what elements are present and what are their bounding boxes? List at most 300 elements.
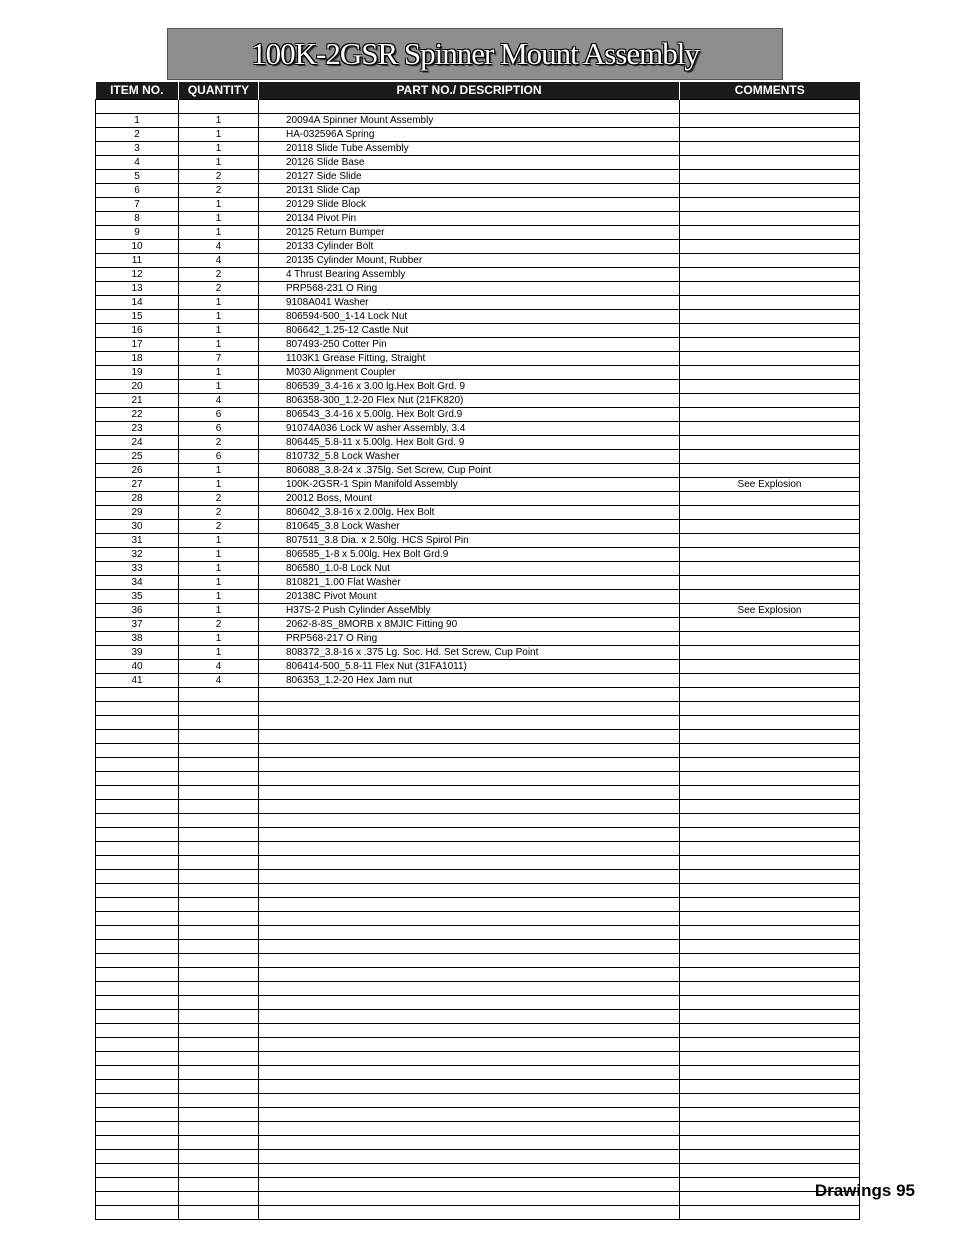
quantity-cell: 1 [179,464,259,478]
description-cell: 806543_3.4-16 x 5.00lg. Hex Bolt Grd.9 [259,408,680,422]
quantity-cell: 1 [179,604,259,618]
quantity-cell: 1 [179,114,259,128]
item-no-cell: 34 [96,576,179,590]
item-no-cell: 30 [96,520,179,534]
comments-cell: See Explosion [680,604,860,618]
comments-cell [680,996,860,1010]
item-no-cell [96,716,179,730]
comments-cell [680,1094,860,1108]
comments-cell [680,534,860,548]
comments-cell [680,282,860,296]
item-no-cell: 28 [96,492,179,506]
item-no-cell [96,1206,179,1220]
item-no-cell: 38 [96,632,179,646]
description-cell: 1103K1 Grease Fitting, Straight [259,352,680,366]
quantity-cell: 4 [179,674,259,688]
comments-cell [680,1080,860,1094]
description-cell: 20129 Slide Block [259,198,680,212]
description-cell: 806585_1-8 x 5.00lg. Hex Bolt Grd.9 [259,548,680,562]
item-no-cell: 21 [96,394,179,408]
quantity-cell: 2 [179,436,259,450]
quantity-cell [179,1150,259,1164]
quantity-cell [179,1122,259,1136]
quantity-cell [179,1024,259,1038]
quantity-cell [179,940,259,954]
item-no-cell [96,688,179,702]
comments-cell [680,240,860,254]
quantity-cell [179,1038,259,1052]
description-cell: PRP568-217 O Ring [259,632,680,646]
item-no-cell [96,1024,179,1038]
page-footer [815,1181,915,1201]
comments-cell [680,912,860,926]
item-no-cell: 33 [96,562,179,576]
quantity-cell: 2 [179,170,259,184]
quantity-cell: 2 [179,506,259,520]
comments-cell [680,730,860,744]
comments-cell [680,618,860,632]
item-no-cell: 36 [96,604,179,618]
quantity-cell [179,716,259,730]
table-header [96,82,860,100]
table-row [96,786,860,800]
table-row [96,1206,860,1220]
table-row [96,940,860,954]
quantity-cell: 1 [179,534,259,548]
table-row [96,744,860,758]
comments-cell [680,576,860,590]
table-row [96,226,860,240]
table-row [96,1108,860,1122]
item-no-cell [96,1122,179,1136]
comments-cell [680,674,860,688]
quantity-cell: 1 [179,128,259,142]
table-row [96,478,860,492]
description-cell [259,1164,680,1178]
description-cell [259,856,680,870]
comments-cell [680,450,860,464]
table-row [96,198,860,212]
description-cell [259,982,680,996]
table-row [96,184,860,198]
description-cell: 20138C Pivot Mount [259,590,680,604]
table-row [96,982,860,996]
item-no-cell: 8 [96,212,179,226]
description-cell [259,1010,680,1024]
table-row [96,310,860,324]
quantity-cell [179,1206,259,1220]
item-no-cell [96,884,179,898]
quantity-cell: 2 [179,618,259,632]
item-no-cell [96,940,179,954]
item-no-cell: 15 [96,310,179,324]
quantity-cell [179,1192,259,1206]
item-no-cell [96,1094,179,1108]
comments-cell [680,870,860,884]
table-row [96,506,860,520]
item-no-cell [96,800,179,814]
quantity-cell [179,870,259,884]
item-no-cell [96,1108,179,1122]
table-row [96,408,860,422]
description-cell [259,100,680,114]
comments-cell [680,352,860,366]
description-cell: 20135 Cylinder Mount, Rubber [259,254,680,268]
comments-cell [680,898,860,912]
column-header-quantity: QUANTITY [179,82,259,100]
table-row [96,1164,860,1178]
quantity-cell: 1 [179,632,259,646]
description-cell: H37S-2 Push Cylinder AsseMbly [259,604,680,618]
table-row [96,1080,860,1094]
item-no-cell [96,1178,179,1192]
table-row [96,1122,860,1136]
quantity-cell [179,1164,259,1178]
quantity-cell: 1 [179,380,259,394]
quantity-cell [179,842,259,856]
comments-cell [680,1108,860,1122]
item-no-cell: 24 [96,436,179,450]
item-no-cell: 39 [96,646,179,660]
item-no-cell: 7 [96,198,179,212]
item-no-cell: 23 [96,422,179,436]
comments-cell [680,940,860,954]
quantity-cell: 4 [179,660,259,674]
comments-cell [680,310,860,324]
table-row [96,758,860,772]
description-cell [259,814,680,828]
table-row [96,352,860,366]
quantity-cell [179,884,259,898]
item-no-cell [96,1038,179,1052]
page-title: 100K-2GSR Spinner Mount Assembly [251,36,699,71]
quantity-cell: 1 [179,156,259,170]
table-row [96,268,860,282]
comments-cell [680,394,860,408]
comments-cell [680,954,860,968]
table-row [96,996,860,1010]
quantity-cell: 1 [179,324,259,338]
comments-cell [680,702,860,716]
quantity-cell [179,772,259,786]
description-cell: M030 Alignment Coupler [259,366,680,380]
table-row [96,1038,860,1052]
description-cell [259,702,680,716]
table-row [96,912,860,926]
description-cell [259,688,680,702]
item-no-cell: 4 [96,156,179,170]
description-cell [259,1206,680,1220]
table-row [96,954,860,968]
column-header-item-no: ITEM NO. [96,82,179,100]
description-cell: 808372_3.8-16 x .375 Lg. Soc. Hd. Set Screw, Cup Point [259,646,680,660]
table-body [96,100,860,1220]
comments-cell [680,422,860,436]
comments-cell [680,688,860,702]
table-row [96,254,860,268]
table-row [96,842,860,856]
description-cell: 20131 Slide Cap [259,184,680,198]
table-row [96,884,860,898]
description-cell [259,1136,680,1150]
table-row [96,548,860,562]
description-cell [259,912,680,926]
table-row [96,170,860,184]
comments-cell [680,632,860,646]
quantity-cell [179,688,259,702]
quantity-cell [179,912,259,926]
table-row [96,632,860,646]
comments-cell [680,380,860,394]
item-no-cell [96,828,179,842]
comments-cell [680,590,860,604]
comments-cell [680,1024,860,1038]
item-no-cell: 37 [96,618,179,632]
description-cell [259,828,680,842]
description-cell [259,1122,680,1136]
description-cell [259,1192,680,1206]
item-no-cell: 40 [96,660,179,674]
comments-cell [680,184,860,198]
item-no-cell [96,100,179,114]
item-no-cell: 32 [96,548,179,562]
item-no-cell [96,1192,179,1206]
comments-cell [680,1206,860,1220]
table-row [96,646,860,660]
table-row [96,926,860,940]
item-no-cell [96,814,179,828]
quantity-cell: 1 [179,212,259,226]
description-cell: 4 Thrust Bearing Assembly [259,268,680,282]
quantity-cell [179,996,259,1010]
comments-cell [680,1136,860,1150]
footer-section: Drawings [814,1181,892,1200]
table-row [96,1066,860,1080]
item-no-cell: 31 [96,534,179,548]
quantity-cell: 1 [179,226,259,240]
item-no-cell [96,1164,179,1178]
table-row [96,450,860,464]
table-row [96,366,860,380]
item-no-cell: 3 [96,142,179,156]
comments-cell [680,212,860,226]
quantity-cell: 2 [179,282,259,296]
comments-cell: See Explosion [680,478,860,492]
quantity-cell [179,702,259,716]
description-cell [259,968,680,982]
description-cell: 9108A041 Washer [259,296,680,310]
description-cell: 91074A036 Lock W asher Assembly, 3.4 [259,422,680,436]
quantity-cell: 7 [179,352,259,366]
quantity-cell [179,814,259,828]
table-row [96,870,860,884]
comments-cell [680,758,860,772]
quantity-cell: 2 [179,492,259,506]
description-cell: 806358-300_1.2-20 Flex Nut (21FK820) [259,394,680,408]
description-cell: 2062-8-8S_8MORB x 8MJIC Fitting 90 [259,618,680,632]
description-cell: 100K-2GSR-1 Spin Manifold Assembly [259,478,680,492]
item-no-cell [96,870,179,884]
item-no-cell: 6 [96,184,179,198]
quantity-cell: 1 [179,590,259,604]
comments-cell [680,786,860,800]
item-no-cell [96,982,179,996]
item-no-cell: 18 [96,352,179,366]
item-no-cell [96,1052,179,1066]
description-cell [259,842,680,856]
description-cell [259,1094,680,1108]
quantity-cell: 1 [179,366,259,380]
table-row [96,730,860,744]
description-cell [259,1052,680,1066]
table-row [96,688,860,702]
description-cell [259,1038,680,1052]
quantity-cell [179,856,259,870]
column-header-description: PART NO./ DESCRIPTION [259,82,680,100]
quantity-cell: 1 [179,310,259,324]
quantity-cell: 6 [179,450,259,464]
table-row [96,898,860,912]
comments-cell [680,716,860,730]
description-cell [259,898,680,912]
table-row [96,492,860,506]
table-row [96,968,860,982]
comments-cell [680,366,860,380]
item-no-cell [96,1066,179,1080]
quantity-cell [179,744,259,758]
comments-cell [680,842,860,856]
quantity-cell: 4 [179,240,259,254]
comments-cell [680,170,860,184]
quantity-cell: 1 [179,142,259,156]
description-cell: PRP568-231 O Ring [259,282,680,296]
table-row [96,156,860,170]
quantity-cell [179,1094,259,1108]
item-no-cell [96,1010,179,1024]
description-cell: 20094A Spinner Mount Assembly [259,114,680,128]
description-cell [259,730,680,744]
comments-cell [680,968,860,982]
quantity-cell [179,1010,259,1024]
description-cell [259,758,680,772]
table-row [96,674,860,688]
table-row [96,422,860,436]
table-row [96,702,860,716]
item-no-cell: 9 [96,226,179,240]
quantity-cell [179,786,259,800]
item-no-cell [96,1136,179,1150]
comments-cell [680,436,860,450]
item-no-cell [96,926,179,940]
description-cell [259,1178,680,1192]
description-cell: 810732_5.8 Lock Washer [259,450,680,464]
item-no-cell: 35 [96,590,179,604]
item-no-cell: 17 [96,338,179,352]
comments-cell [680,492,860,506]
table-row [96,240,860,254]
table-row [96,604,860,618]
description-cell [259,800,680,814]
item-no-cell: 25 [96,450,179,464]
comments-cell [680,100,860,114]
comments-cell [680,1164,860,1178]
comments-cell [680,982,860,996]
description-cell: HA-032596A Spring [259,128,680,142]
description-cell [259,884,680,898]
quantity-cell: 1 [179,198,259,212]
description-cell [259,772,680,786]
table-row [96,1136,860,1150]
title-banner [167,28,783,80]
description-cell: 806594-500_1-14 Lock Nut [259,310,680,324]
quantity-cell: 6 [179,422,259,436]
item-no-cell: 12 [96,268,179,282]
table-row [96,1192,860,1206]
description-cell [259,1066,680,1080]
quantity-cell [179,800,259,814]
comments-cell [680,464,860,478]
description-cell [259,954,680,968]
quantity-cell [179,968,259,982]
quantity-cell [179,100,259,114]
table-row [96,800,860,814]
table-row [96,814,860,828]
quantity-cell [179,1178,259,1192]
description-cell: 806088_3.8-24 x .375lg. Set Screw, Cup Point [259,464,680,478]
quantity-cell: 1 [179,478,259,492]
table-row [96,394,860,408]
item-no-cell [96,842,179,856]
table-row [96,1178,860,1192]
comments-cell [680,1038,860,1052]
comments-cell [680,800,860,814]
column-header-comments: COMMENTS [680,82,860,100]
quantity-cell: 1 [179,562,259,576]
quantity-cell [179,758,259,772]
item-no-cell: 22 [96,408,179,422]
description-cell: 806642_1.25-12 Castle Nut [259,324,680,338]
description-cell: 810821_1.00 Flat Washer [259,576,680,590]
quantity-cell [179,982,259,996]
quantity-cell [179,898,259,912]
description-cell: 20118 Slide Tube Assembly [259,142,680,156]
item-no-cell [96,772,179,786]
quantity-cell [179,1108,259,1122]
table-row [96,856,860,870]
table-row [96,1010,860,1024]
table-row [96,520,860,534]
quantity-cell: 6 [179,408,259,422]
description-cell [259,870,680,884]
quantity-cell [179,1066,259,1080]
comments-cell [680,408,860,422]
comments-cell [680,506,860,520]
table-row [96,576,860,590]
item-no-cell [96,758,179,772]
quantity-cell: 1 [179,548,259,562]
quantity-cell [179,828,259,842]
table-row [96,828,860,842]
comments-cell [680,772,860,786]
description-cell [259,1108,680,1122]
comments-cell [680,268,860,282]
table-row [96,212,860,226]
description-cell: 806539_3.4-16 x 3.00 lg.Hex Bolt Grd. 9 [259,380,680,394]
quantity-cell: 1 [179,576,259,590]
quantity-cell: 1 [179,646,259,660]
description-cell [259,716,680,730]
comments-cell [680,254,860,268]
